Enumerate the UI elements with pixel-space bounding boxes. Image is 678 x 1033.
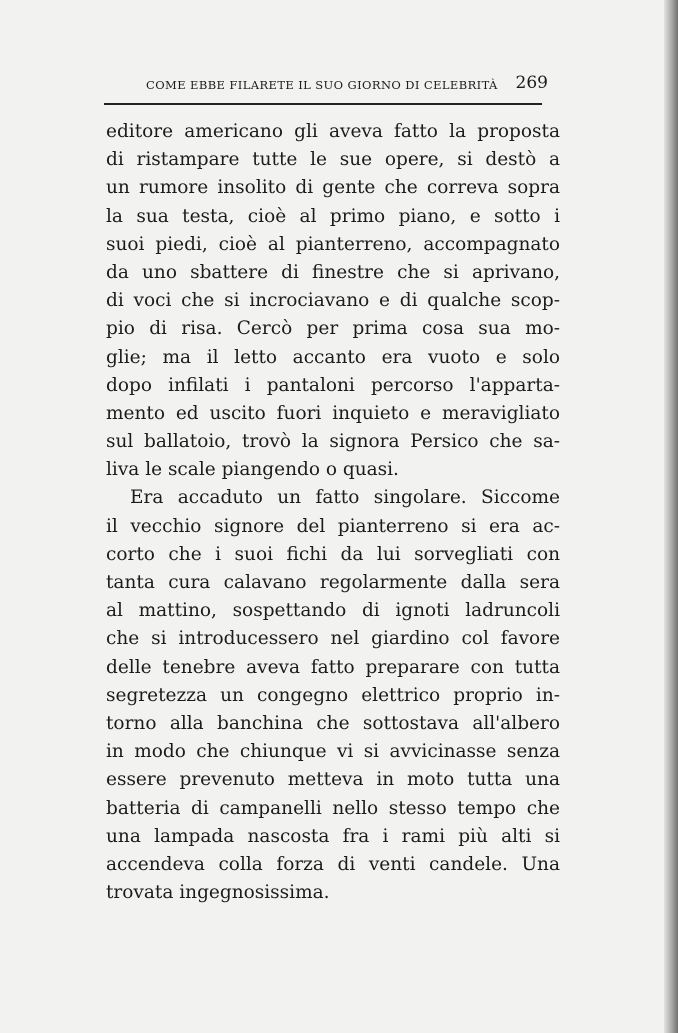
text-line: da uno sbattere di finestre che si aprivano, bbox=[106, 261, 560, 283]
text-line: accendeva colla forza di venti candele. Una bbox=[106, 853, 560, 875]
paragraph-1 bbox=[106, 118, 560, 484]
text-line: di voci che si incrociavano e di qualche scop- bbox=[106, 290, 560, 312]
text-line: Era accaduto un fatto singolare. Siccome bbox=[130, 487, 560, 509]
text-line: tanta cura calavano regolarmente dalla sera bbox=[106, 572, 560, 593]
running-title: COME EBBE FILARETE IL SUO GIORNO DI CELEBRITÀ bbox=[146, 78, 498, 92]
text-line: dopo infilati i pantaloni percorso l'apparta- bbox=[106, 374, 560, 396]
header-rule bbox=[104, 103, 542, 105]
text-line: al mattino, sospettando di ignoti ladruncoli bbox=[106, 600, 560, 622]
text-line: batteria di campanelli nello stesso tempo che bbox=[106, 797, 560, 819]
text-line: di ristampare tutte le sue opere, si destò a bbox=[106, 149, 560, 171]
text-line: il vecchio signore del pianterreno si era ac- bbox=[106, 515, 560, 537]
paragraph-2 bbox=[106, 484, 560, 907]
text-line: glie; ma il letto accanto era vuoto e solo bbox=[106, 346, 560, 368]
text-line: editore americano gli aveva fatto la proposta bbox=[106, 121, 560, 142]
text-line: torno alla banchina che sottostava all'albero bbox=[106, 712, 560, 734]
text-line: che si introducessero nel giardino col favore bbox=[106, 628, 560, 650]
text-line: trovata ingegnosissima. bbox=[106, 882, 330, 904]
text-line: segretezza un congegno elettrico proprio in- bbox=[106, 684, 560, 706]
text-line: mento ed uscito fuori inquieto e meravigliato bbox=[106, 402, 560, 424]
text-line: in modo che chiunque vi si avvicinasse senza bbox=[106, 741, 560, 763]
text-line: essere prevenuto metteva in moto tutta una bbox=[106, 769, 560, 791]
text-line: liva le scale piangendo o quasi. bbox=[106, 459, 399, 481]
text-line: la sua testa, cioè al primo piano, e sotto i bbox=[106, 205, 560, 227]
text-line: una lampada nascosta fra i rami più alti si bbox=[106, 825, 560, 847]
text-line: delle tenebre aveva fatto preparare con tutta bbox=[106, 656, 560, 678]
text-line: corto che i suoi fichi da lui sorvegliati con bbox=[106, 543, 560, 565]
page-body bbox=[106, 118, 560, 907]
page-edge-shadow bbox=[664, 0, 678, 1033]
text-line: sul ballatoio, trovò la signora Persico che sa- bbox=[106, 431, 560, 453]
text-line: un rumore insolito di gente che correva sopra bbox=[106, 177, 560, 199]
page-number: 269 bbox=[515, 73, 548, 93]
running-head bbox=[106, 72, 548, 98]
text-line: pio di risa. Cercò per prima cosa sua mo- bbox=[106, 318, 560, 340]
text-line: suoi piedi, cioè al pianterreno, accompagnato bbox=[106, 233, 560, 255]
